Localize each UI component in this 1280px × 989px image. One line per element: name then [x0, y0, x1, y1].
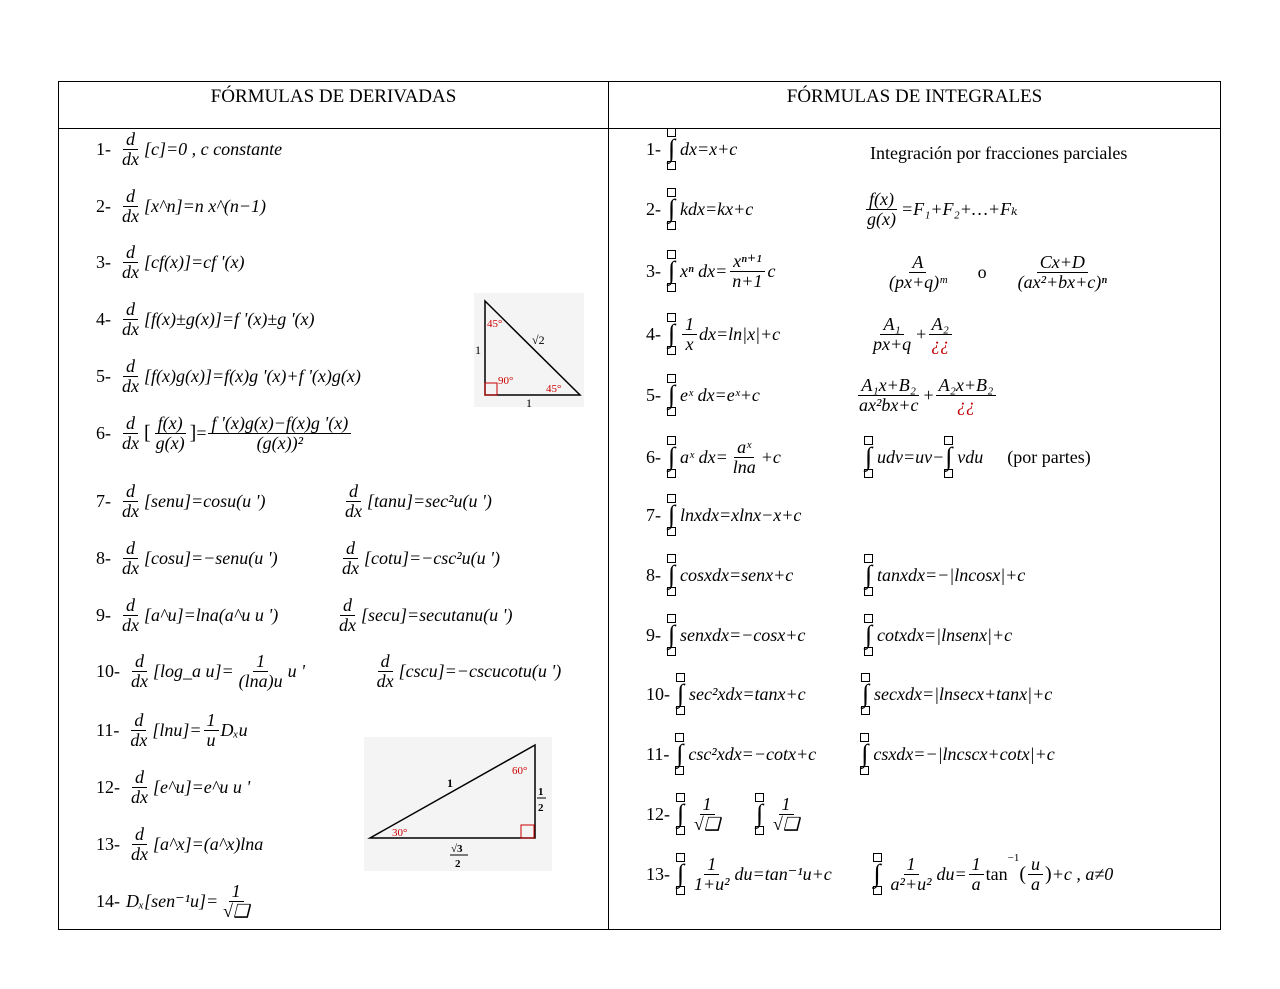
integral-sign-icon: ∫: [667, 250, 676, 292]
integral-sign-icon: ∫: [667, 554, 676, 596]
d-dx: $\frac{d}{dx}$: [122, 129, 139, 169]
formula-text: u ': [287, 660, 306, 681]
angle-label: 90°: [498, 375, 514, 387]
fraction: $\frac{1}{\text{a²+u²}}$: [890, 853, 932, 894]
side-label: √3: [451, 843, 463, 855]
formula-text: [c]=0 , c constante: [144, 138, 283, 159]
derivative-2: [96, 187, 266, 226]
formula-text: [x^n]=n x^(n−1): [144, 195, 266, 216]
integral-sign-icon: ∫: [860, 733, 869, 775]
header-derivatives: FÓRMULAS DE DERIVADAS: [210, 86, 457, 107]
formula-text: dx=x+c: [680, 138, 738, 159]
item-number: 5-: [646, 384, 661, 405]
item-number: 13-: [646, 863, 670, 884]
plus-sign: +: [916, 323, 927, 344]
integral-8: [646, 554, 1025, 596]
formula-text: cosxdx=senx+c: [680, 564, 794, 585]
fraction: $\frac{\text{A₂}}{¿¿}$: [928, 315, 952, 354]
formula-text: =F₁+F₂+…+Fₖ: [900, 198, 1018, 219]
integral-9: [646, 614, 1012, 656]
triangle-shape: [370, 745, 535, 838]
formula-text: [tanu]=sec²u(u '): [367, 490, 492, 511]
item-number: 9-: [646, 624, 661, 645]
formula-text: [f(x)g(x)]=f(x)g '(x)+f '(x)g(x): [144, 365, 361, 386]
partial-fraction-1: [862, 190, 1018, 229]
or-text: o: [977, 261, 987, 282]
formula-text: [cscu]=−cscucotu(u '): [398, 660, 562, 681]
integral-sign-icon: ∫: [864, 436, 873, 478]
item-number: 4-: [646, 323, 661, 344]
integration-by-parts: [864, 436, 1091, 478]
formula-text: [secu]=secutanu(u '): [361, 604, 513, 625]
item-number: 14-: [96, 890, 120, 911]
angle-label: 45°: [546, 383, 562, 395]
fraction: $\frac{Cx+D}{\text{(ax²+bx+c)ⁿ}}$: [1017, 252, 1107, 292]
derivative-12: [96, 768, 250, 807]
derivative-5: [96, 357, 361, 396]
right-angle-mark: [485, 383, 497, 395]
partial-fraction-3: [868, 315, 954, 354]
derivative-4: [96, 300, 315, 339]
formula-text: [lnu]=: [152, 719, 202, 740]
integral-sign-icon: ∫: [667, 313, 676, 355]
derivative-6: 6- $\frac{d}{dx}$ [ $\frac{f(x)}{g(x)}$ ] = $\frac{f '(x)g(x)-f(x)g '(x)}{\text{(g(x))²}}$: [96, 414, 353, 453]
item-number: 4-: [96, 308, 111, 329]
partial-fraction-2: [884, 253, 1112, 292]
integral-12: [646, 793, 804, 835]
integral-sign-icon: ∫: [944, 436, 953, 478]
d-dx: $\frac{d}{dx}$: [345, 481, 362, 521]
formula-text: vdu: [957, 446, 984, 467]
integral-7: [646, 494, 801, 536]
formula-text: [e^u]=e^u u ': [153, 776, 251, 797]
formula-text: Dₓu: [220, 719, 248, 740]
integral-sign-icon: ∫: [676, 673, 685, 715]
derivative-8: [96, 539, 500, 578]
formula-text: kdx=kx+c: [680, 198, 754, 219]
triangle-30-60-diagram: [364, 737, 552, 871]
integral-sign-icon: ∫: [667, 494, 676, 536]
fraction: $\frac{u}{a}$: [1028, 855, 1043, 894]
fraction: $\frac{1}{√❑}$: [694, 793, 721, 834]
formula-text: [cotu]=−csc²u(u '): [364, 547, 501, 568]
d-dx: $\frac{d}{dx}$: [122, 538, 139, 578]
fraction: $\frac{1}{\text{1+u²}}$: [694, 853, 730, 894]
derivative-1: [96, 130, 282, 169]
header-integrals: FÓRMULAS DE INTEGRALES: [786, 86, 1043, 107]
fraction: $\frac{\text{A₁x+B₂}}{\text{ax²bx+c}}$: [859, 375, 919, 415]
d-dx: $\frac{d}{dx}$: [122, 413, 139, 453]
fraction: $\frac{\text{xⁿ⁺¹}}{n+1}$: [729, 252, 765, 291]
column-divider: [608, 82, 609, 929]
item-number: 13-: [96, 833, 120, 854]
integral-sign-icon: ∫: [676, 853, 685, 895]
item-number: 1-: [646, 138, 661, 159]
partial-fractions-title: [870, 143, 1127, 164]
derivative-14: [96, 882, 254, 921]
fraction: $\frac{1}{a}$: [969, 855, 984, 894]
derivative-3: [96, 243, 244, 282]
formula-text: [a^x]=(a^x)lna: [153, 833, 264, 854]
formula-text: [f(x)±g(x)]=f '(x)±g '(x): [144, 308, 315, 329]
formula-text: eˣ dx=eˣ+c: [680, 384, 760, 405]
angle-label: 30°: [392, 827, 408, 839]
by-parts-label: (por partes): [1007, 446, 1091, 467]
fraction: $\frac{\text{A₁}}{px+q}$: [873, 314, 912, 354]
integral-sign-icon: ∫: [755, 793, 764, 835]
fraction: $\frac{1}{u}$: [204, 711, 219, 750]
item-number: 6-: [646, 446, 661, 467]
integral-sign-icon: ∫: [676, 793, 685, 835]
derivative-9: [96, 596, 512, 635]
item-number: 6-: [96, 422, 111, 443]
quotient-fraction: $\frac{f(x)}{g(x)}$: [155, 413, 185, 453]
item-number: 3-: [96, 251, 111, 272]
side-label: 1: [538, 786, 544, 798]
item-number: 12-: [96, 776, 120, 797]
integral-sign-icon: ∫: [667, 614, 676, 656]
angle-label: 45°: [487, 318, 503, 330]
fraction: $\frac{1}{√❑}$: [773, 793, 800, 834]
angle-label: 60°: [512, 765, 528, 777]
d-dx: $\frac{d}{dx}$: [122, 242, 139, 282]
formula-text: csc²xdx=−cotx+c: [688, 743, 817, 764]
item-number: 7-: [96, 490, 111, 511]
item-number: 11-: [646, 743, 670, 764]
formula-text: senxdx=−cosx+c: [680, 624, 806, 645]
formula-text: tan: [985, 863, 1008, 884]
fraction: $\frac{\text{aˣ}}{\ln a}$: [732, 436, 756, 477]
item-number: 2-: [646, 198, 661, 219]
derivative-10: [96, 652, 561, 691]
integral-sign-icon: ∫: [667, 188, 676, 230]
d-dx: $\frac{d}{dx}$: [339, 595, 356, 635]
d-dx: $\frac{d}{dx}$: [342, 538, 359, 578]
item-number: 11-: [96, 719, 120, 740]
integral-sign-icon: ∫: [873, 853, 882, 895]
quotient-result: $\frac{f '(x)g(x)-f(x)g '(x)}{\text{(g(x))²}}$: [208, 414, 351, 453]
item-number: 7-: [646, 504, 661, 525]
side-label: √2: [532, 333, 545, 347]
formula-text: xⁿ dx=: [680, 260, 728, 281]
derivative-7: [96, 482, 492, 521]
item-number: 3-: [646, 260, 661, 281]
plus-sign: +: [923, 384, 934, 405]
d-dx: $\frac{d}{dx}$: [122, 299, 139, 339]
item-number: 12-: [646, 803, 670, 824]
integral-13: 13- ∫ $\frac{1}{\text{1+u²}}$ du=tan⁻¹u+c ∫ $\frac{1}{\text{a²+u²}}$ du= $\frac{1}{a}$ tan −1 ( $\frac{u}{a}$ ) +c , a≠0: [646, 852, 1114, 894]
header-divider: [59, 128, 1220, 129]
formula-text: lnxdx=xlnx−x+c: [680, 504, 802, 525]
item-number: 8-: [96, 547, 111, 568]
side-label: 1: [526, 396, 532, 407]
partial-fraction-4: [854, 376, 998, 415]
side-label: 1: [447, 776, 453, 790]
derivative-13: [96, 825, 263, 864]
d-dx: $\frac{d}{dx}$: [122, 356, 139, 396]
fraction: $\frac{1}{√❑}$: [223, 881, 250, 921]
fraction: $\frac{f(x)}{g(x)}$: [867, 189, 896, 229]
d-dx: $\frac{d}{dx}$: [130, 710, 148, 750]
formula-text: [senu]=cosu(u '): [144, 490, 266, 511]
formula-text: cotxdx=|lnsenx|+c: [877, 624, 1013, 645]
d-dx: $\frac{d}{dx}$: [131, 824, 148, 864]
item-number: 10-: [96, 660, 120, 681]
d-dx: $\frac{d}{dx}$: [131, 651, 148, 691]
formula-text: [a^u]=lna(a^u u '): [144, 604, 279, 625]
exponent: −1: [1007, 852, 1020, 864]
formula-text: [cosu]=−senu(u '): [144, 547, 278, 568]
fraction: $\frac{A}{\text{(px+q)ᵐ}}$: [889, 252, 947, 292]
integral-11: [646, 733, 1055, 775]
item-number: 9-: [96, 604, 111, 625]
formula-text: Dₓ[sen⁻¹u]=: [126, 890, 219, 911]
right-angle-mark: [521, 825, 534, 838]
formula-text: [cf(x)]=cf '(x): [144, 251, 245, 272]
formula-text: dx=ln|x|+c: [699, 323, 781, 344]
triangle-45-diagram: [474, 293, 584, 407]
formula-text: secxdx=|lnsecx+tanx|+c: [874, 683, 1053, 704]
integral-sign-icon: ∫: [864, 614, 873, 656]
fraction: $\frac{\text{A₂x+B₂}}{¿¿}$: [936, 376, 997, 415]
item-number: 1-: [96, 138, 111, 159]
integral-10: [646, 673, 1052, 715]
integral-2: [646, 188, 753, 230]
formula-text: du=: [936, 863, 967, 884]
side-label: 2: [538, 802, 544, 814]
integral-sign-icon: ∫: [667, 436, 676, 478]
integral-sign-icon: ∫: [864, 554, 873, 596]
integral-sign-icon: ∫: [667, 128, 676, 170]
fraction: $\frac{1}{(\ln a)u}$: [238, 651, 283, 691]
integral-3: [646, 250, 775, 292]
d-dx: $\frac{d}{dx}$: [122, 595, 139, 635]
formula-text: udv=uv−: [877, 446, 945, 467]
fraction: $\frac{1}{x}$: [682, 315, 697, 354]
integral-sign-icon: ∫: [667, 374, 676, 416]
integral-sign-icon: ∫: [675, 733, 684, 775]
formula-text: sec²xdx=tanx+c: [689, 683, 806, 704]
d-dx: $\frac{d}{dx}$: [131, 767, 148, 807]
item-number: 8-: [646, 564, 661, 585]
item-number: 5-: [96, 365, 111, 386]
side-label: 2: [455, 858, 461, 870]
formula-text: aˣ dx=: [680, 446, 728, 467]
formula-text: +c , a≠0: [1051, 863, 1114, 884]
formula-text: +c: [760, 446, 781, 467]
side-label: 1: [475, 343, 481, 357]
integral-sign-icon: ∫: [861, 673, 870, 715]
formula-text: du=tan⁻¹u+c: [734, 863, 832, 884]
formula-text: tanxdx=−|lncosx|+c: [877, 564, 1026, 585]
d-dx: $\frac{d}{dx}$: [122, 186, 139, 226]
formula-text: c: [767, 260, 776, 281]
section-title: Integración por fracciones parciales: [870, 143, 1128, 163]
derivative-11: [96, 711, 248, 750]
d-dx: $\frac{d}{dx}$: [122, 481, 139, 521]
integral-5: [646, 374, 760, 416]
integral-6: [646, 436, 781, 478]
item-number: 10-: [646, 683, 670, 704]
integral-4: [646, 313, 780, 355]
formula-text: [log_a u]=: [153, 660, 234, 681]
d-dx: $\frac{d}{dx}$: [376, 651, 394, 691]
integral-1: [646, 128, 737, 170]
item-number: 2-: [96, 195, 111, 216]
formula-text: csxdx=−|lncscx+cotx|+c: [873, 743, 1055, 764]
